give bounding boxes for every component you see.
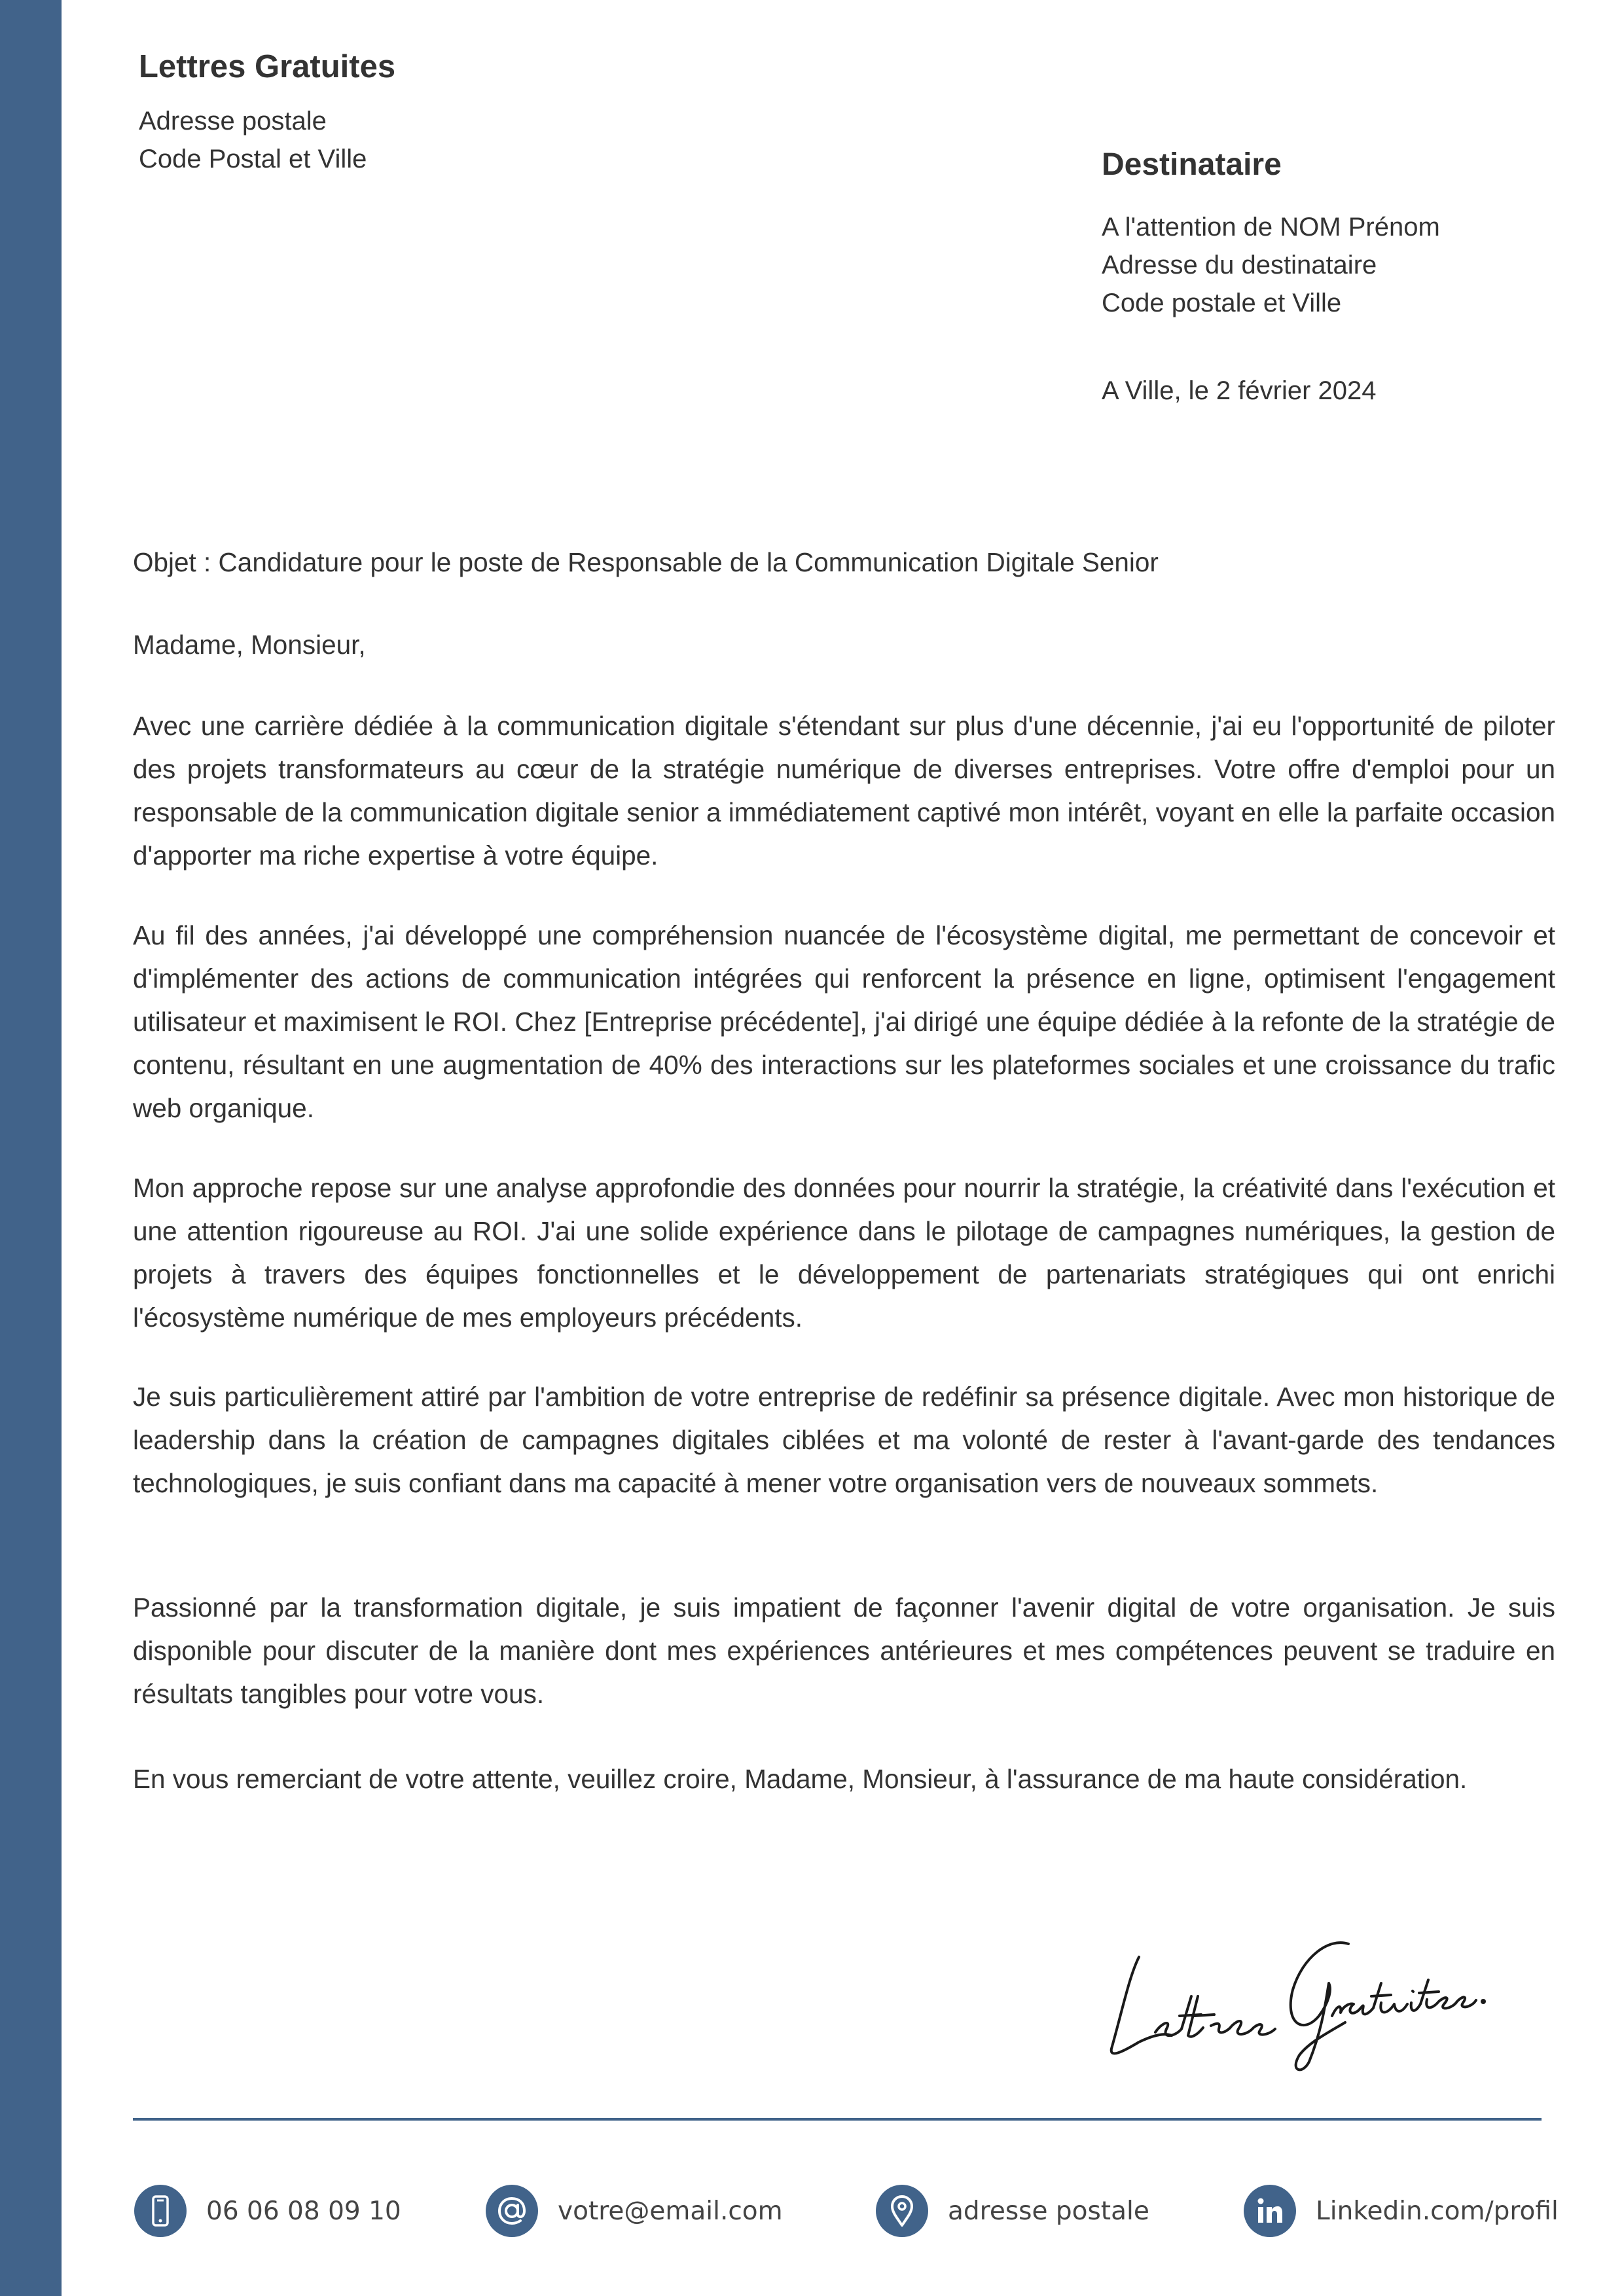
recipient-postal-city: Code postale et Ville	[1102, 289, 1342, 317]
letter-subject: Objet : Candidature pour le poste de Responsable de la Communication Digitale Senior	[133, 547, 1159, 577]
handwritten-signature	[1093, 1918, 1486, 2081]
letter-date: A Ville, le 2 février 2024	[1102, 376, 1377, 405]
contact-email-text: votre@email.com	[558, 2196, 783, 2226]
contact-phone-text: 06 06 08 09 10	[206, 2196, 401, 2226]
phone-icon	[134, 2185, 187, 2237]
paragraph: Avec une carrière dédiée à la communication digitale s'étendant sur plus d'une décennie, j'ai eu l'opportunité de piloter des projets transformateurs au cœur de la stratégie numérique de diverses entreprises. Votre offre d'emploi pour un responsable de la communication digitale senior a immédiatement captivé mon intérêt, voyant en elle la parfaite occasion d'apporter ma riche expertise à votre équipe.	[133, 711, 1555, 870]
sender-address: Adresse postale	[139, 107, 327, 135]
paragraph: Je suis particulièrement attiré par l'ambition de votre entreprise de redéfinir sa présence digitale. Avec mon historique de leadership dans la création de campagnes digitales ciblées et ma volonté de rester à l'avant-garde des tendances technologiques, je suis confiant dans ma capacité à mener votre organisation vers de nouveaux sommets.	[133, 1382, 1555, 1498]
map-pin-icon	[876, 2185, 928, 2237]
at-sign-icon	[486, 2185, 538, 2237]
sender-block	[139, 46, 395, 178]
closing-paragraph: En vous remerciant de votre attente, veuillez croire, Madame, Monsieur, à l'assurance de ma haute considération.	[133, 1764, 1468, 1794]
paragraph: Au fil des années, j'ai développé une compréhension nuancée de l'écosystème digital, me permettant de concevoir et d'implémenter des actions de communication intégrées qui renforcent la présence en ligne, optimisent l'engagement utilisateur et maximisent le ROI. Chez [Entreprise précédente], j'ai dirigé une équipe dédiée à la refonte de la stratégie de contenu, résultant en une augmentation de 40% des interactions sur les plateformes sociales et une croissance du trafic web organique.	[133, 920, 1555, 1123]
recipient-attention: A l'attention de NOM Prénom	[1102, 213, 1440, 242]
contact-email	[486, 2185, 783, 2237]
paragraph: Mon approche repose sur une analyse approfondie des données pour nourrir la stratégie, la créativité dans l'exécution et une attention rigoureuse au ROI. J'ai une solide expérience dans le pilotage de campagnes numériques, la gestion de projets à travers des équipes fonctionnelles et le développement de partenariats stratégiques qui ont enrichi l'écosystème numérique de mes employeurs précédents.	[133, 1173, 1555, 1333]
left-accent-bar	[0, 0, 62, 2296]
paragraph: Passionné par la transformation digitale, je suis impatient de façonner l'avenir digital de votre organisation. Je suis disponible pour discuter de la manière dont mes expériences antérieures et mes compétences peuvent se traduire en résultats tangibles pour votre vous.	[133, 1592, 1555, 1709]
contact-linkedin-text: Linkedin.com/profil	[1316, 2196, 1559, 2226]
contact-address	[876, 2185, 1149, 2237]
letter-salutation: Madame, Monsieur,	[133, 630, 366, 660]
recipient-block	[1102, 144, 1440, 322]
contact-phone	[134, 2185, 401, 2237]
linkedin-icon	[1244, 2185, 1296, 2237]
recipient-title: Destinataire	[1102, 147, 1282, 182]
contact-address-text: adresse postale	[948, 2196, 1149, 2226]
sender-name: Lettres Gratuites	[139, 49, 396, 84]
contact-linkedin	[1244, 2185, 1559, 2237]
sender-postal-city: Code Postal et Ville	[139, 145, 367, 173]
footer-divider	[133, 2118, 1542, 2121]
recipient-address: Adresse du destinataire	[1102, 251, 1377, 279]
